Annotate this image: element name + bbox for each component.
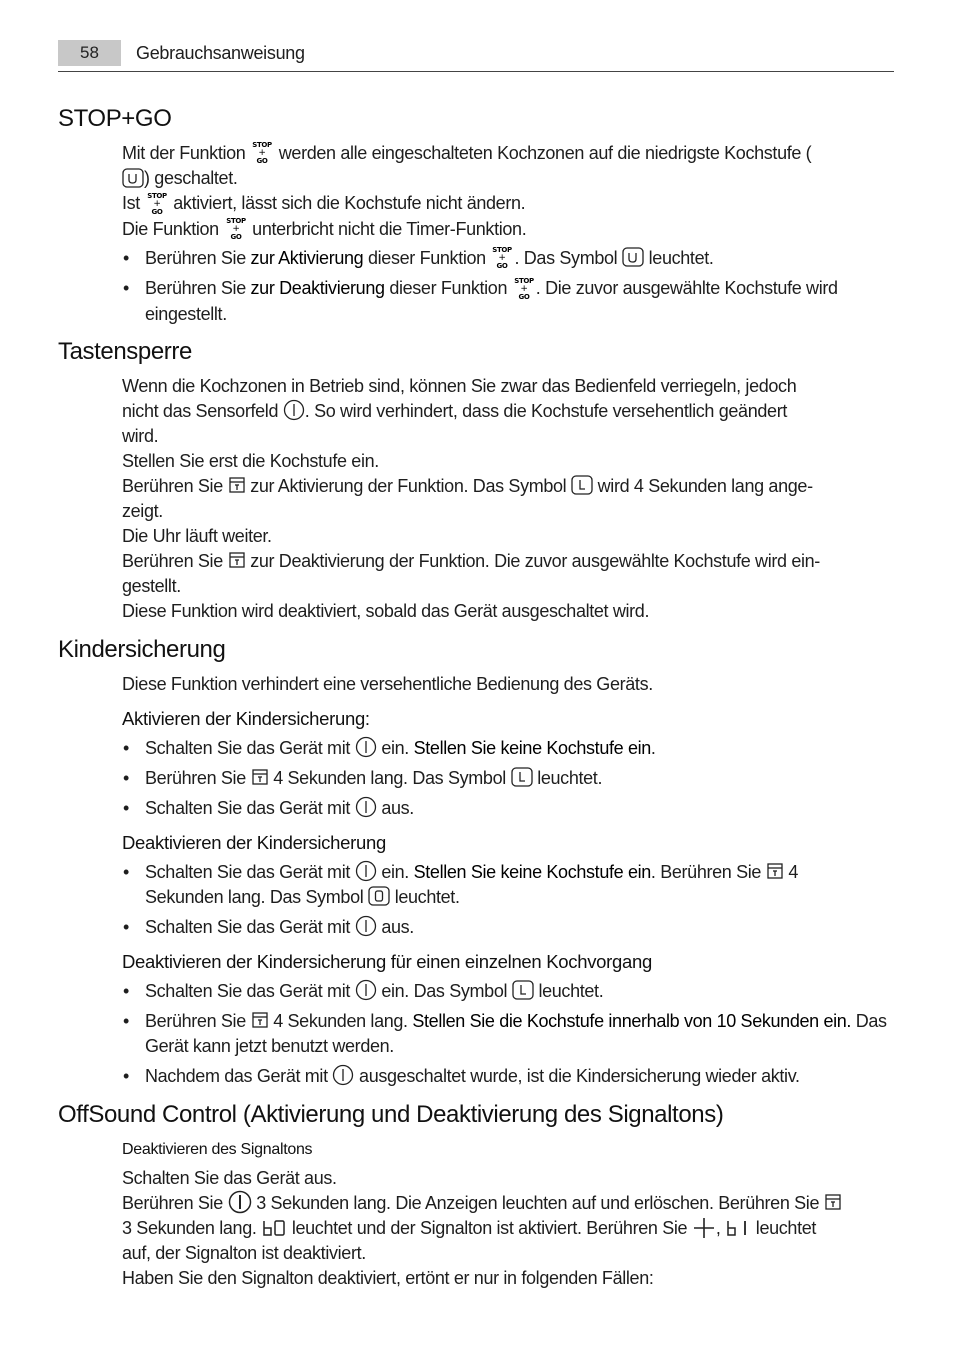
stop-go-icon xyxy=(250,140,274,164)
lock-key-icon xyxy=(228,475,246,495)
list-item: • Schalten Sie das Gerät mit ein. Das Symbol leuchtet. xyxy=(122,979,894,1004)
svg-text:GO: GO xyxy=(256,157,268,166)
power-icon xyxy=(332,1064,354,1086)
lock-key-icon xyxy=(251,767,269,787)
offsound-paragraph: Schalten Sie das Gerät aus. Berühren Sie 3 Sekunden lang. Die Anzeigen leuchten auf und erlöschen. Berühren Sie 3 Sekunden lang. leuchtet und der Signalton ist aktiviert. Berühren Sie , leuchtet auf, der Signalton ist deaktiviert. Haben Sie den Signalton deaktiviert, ertönt er nur in folgenden Fällen: xyxy=(122,1166,892,1291)
svg-text:+: + xyxy=(520,283,528,294)
svg-text:+: + xyxy=(498,253,507,264)
plus-icon xyxy=(692,1217,716,1239)
power-icon xyxy=(355,736,377,758)
stop-go-icon xyxy=(145,191,169,215)
display-u-icon xyxy=(622,247,644,267)
lock-key-icon xyxy=(251,1010,269,1030)
list-item: • Berühren Sie 4 Sekunden lang. Stellen Sie die Kochstufe innerhalb von 10 Sekunden ein. Das Gerät kann jetzt benutzt werden. xyxy=(122,1009,894,1059)
list-item: • Schalten Sie das Gerät mit ein. Stellen Sie keine Kochstufe ein. xyxy=(122,736,894,761)
svg-text:GO: GO xyxy=(151,207,163,216)
subheading-activate: Aktivieren der Kindersicherung: xyxy=(122,708,370,729)
list-item: • Schalten Sie das Gerät mit aus. xyxy=(122,915,894,940)
stop-go-icon xyxy=(224,216,248,240)
svg-text:STOP: STOP xyxy=(225,216,246,225)
section-title-kindersicherung: Kindersicherung xyxy=(58,636,226,663)
svg-text:GO: GO xyxy=(230,232,242,241)
subheading-single-use: Deaktivieren der Kindersicherung für einen einzelnen Kochvorgang xyxy=(122,951,652,972)
list-item: • Berühren Sie 4 Sekunden lang. Das Symbol leuchtet. xyxy=(122,766,894,791)
page-number: 58 xyxy=(58,40,121,66)
lock-key-icon xyxy=(824,1192,842,1212)
list-item: • Schalten Sie das Gerät mit ein. Stellen Sie keine Kochstufe ein. Berühren Sie 4 Sekunden lang. Das Symbol leuchtet. xyxy=(122,860,894,910)
subheading-signal: Deaktivieren des Signaltons xyxy=(122,1141,313,1158)
svg-text:GO: GO xyxy=(496,262,508,271)
svg-text:STOP: STOP xyxy=(514,276,534,285)
power-icon xyxy=(355,860,377,882)
stopgo-list xyxy=(122,246,894,332)
list-item: • Nachdem das Gerät mit ausgeschaltet wurde, ist die Kindersicherung wieder aktiv. xyxy=(122,1064,894,1089)
power-icon xyxy=(283,399,305,421)
display-b-zero-icon xyxy=(261,1218,287,1238)
running-title: Gebrauchsanweisung xyxy=(136,43,305,63)
kinder-intro: Diese Funktion verhindert eine versehentliche Bedienung des Geräts. xyxy=(122,674,653,694)
list-item: • Schalten Sie das Gerät mit aus. xyxy=(122,796,894,821)
section-title-offsound: OffSound Control (Aktivierung und Deaktivierung des Signaltons) xyxy=(58,1101,724,1128)
stopgo-paragraph: Mit der Funktion STOP + GO werden alle eingeschalteten Kochzonen auf die niedrigste Kochstufe ( ) geschaltet. Ist STOP + GO aktiviert, lässt sich die Kochstufe nicht ändern. Die Funktion STOP + GO unterbricht nicht die Timer-Funktion. xyxy=(122,141,812,241)
display-l-icon xyxy=(511,767,533,787)
svg-text:+: + xyxy=(153,198,161,209)
kinder-single-list xyxy=(122,979,894,1094)
svg-text:STOP: STOP xyxy=(492,246,513,255)
list-item: • Berühren Sie zur Deaktivierung dieser Funktion STOP + GO . Die zuvor ausgewählte Kochstufe wird eingestellt. xyxy=(122,276,894,326)
page-header xyxy=(58,38,894,72)
display-l-icon xyxy=(571,475,593,495)
stop-go-icon xyxy=(490,245,514,269)
display-u-icon xyxy=(122,168,144,188)
lock-key-icon xyxy=(766,861,784,881)
power-icon xyxy=(355,915,377,937)
display-zero-icon xyxy=(368,886,390,906)
kinder-deactivate-list xyxy=(122,860,894,945)
kinder-activate-list xyxy=(122,736,894,826)
section-title-tastensperre: Tastensperre xyxy=(58,338,192,365)
section-title-stopgo: STOP+GO xyxy=(58,105,172,132)
stop-go-icon xyxy=(512,276,536,300)
svg-text:STOP: STOP xyxy=(146,191,167,200)
subheading-deactivate: Deaktivieren der Kindersicherung xyxy=(122,832,386,853)
svg-text:GO: GO xyxy=(518,292,530,301)
lock-key-icon xyxy=(228,550,246,570)
display-b-one-icon xyxy=(725,1218,751,1238)
tastensperre-paragraph: Wenn die Kochzonen in Betrieb sind, können Sie zwar das Bedienfeld verriegeln, jedoch nicht das Sensorfeld . So wird verhindert, dass die Kochstufe versehentlich geändert wird. Stellen Sie erst die Kochstufe ein. Berühren Sie zur Aktivierung der Funktion. Das Symbol wird 4 Sekunden lang ange- zeigt. Die Uhr läuft weiter. Berühren Sie zur Deaktivierung der Funktion. Die zuvor ausgewählte Kochstufe wird ein- gestellt. Diese Funktion wird deaktiviert, sobald das Gerät ausgeschaltet wird. xyxy=(122,376,820,621)
power-icon xyxy=(355,979,377,1001)
svg-text:STOP: STOP xyxy=(252,141,272,150)
power-icon xyxy=(355,796,377,818)
list-item: • Berühren Sie zur Aktivierung dieser Funktion STOP + GO . Das Symbol leuchtet. xyxy=(122,246,894,271)
display-l-icon xyxy=(512,980,534,1000)
power-icon xyxy=(228,1190,252,1214)
svg-text:+: + xyxy=(231,223,240,234)
svg-text:+: + xyxy=(258,148,266,159)
